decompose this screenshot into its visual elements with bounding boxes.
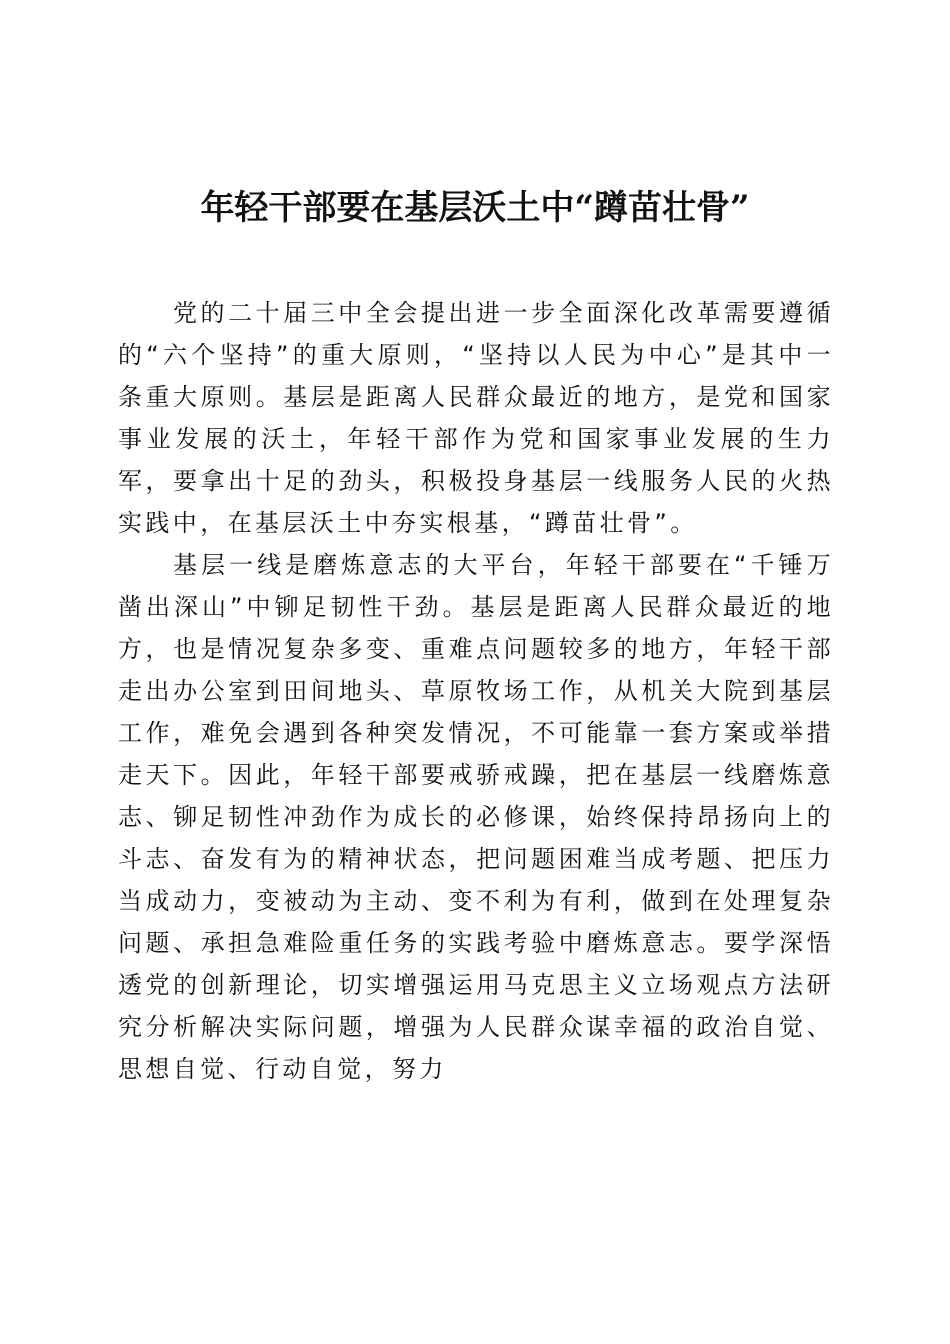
paragraph-1: 党的二十届三中全会提出进一步全面深化改革需要遵循的“六个坚持”的重大原则，“坚持以人民为中心”是其中一条重大原则。基层是距离人民群众最近的地方，是党和国家事业发展的沃土，年轻干部作为党和国家事业发展的生力军，要拿出十足的劲头，积极投身基层一线服务人民的火热实践中，在基层沃土中夯实根基，“蹲苗壮骨”。 (118, 299, 834, 537)
article-body (118, 292, 834, 1090)
article-title: 年轻干部要在基层沃土中“蹲苗壮骨” (200, 188, 750, 228)
paragraph-2: 基层一线是磨炼意志的大平台，年轻干部要在“千锤万凿出深山”中铆足韧性干劲。基层是距离人民群众最近的地方，也是情况复杂多变、重难点问题较多的地方，年轻干部走出办公室到田间地头、草原牧场工作，从机关大院到基层工作，难免会遇到各种突发情况，不可能靠一套方案或举措走天下。因此，年轻干部要戒骄戒躁，把在基层一线磨炼意志、铆足韧性冲劲作为成长的必修课，始终保持昂扬向上的斗志、奋发有为的精神状态，把问题困难当成考题、把压力当成动力，变被动为主动、变不利为有利，做到在处理复杂问题、承担急难险重任务的实践考验中磨炼意志。要学深悟透党的创新理论，切实增强运用马克思主义立场观点方法研究分析解决实际问题，增强为人民群众谋幸福的政治自觉、思想自觉、行动自觉，努力 (118, 551, 834, 1083)
